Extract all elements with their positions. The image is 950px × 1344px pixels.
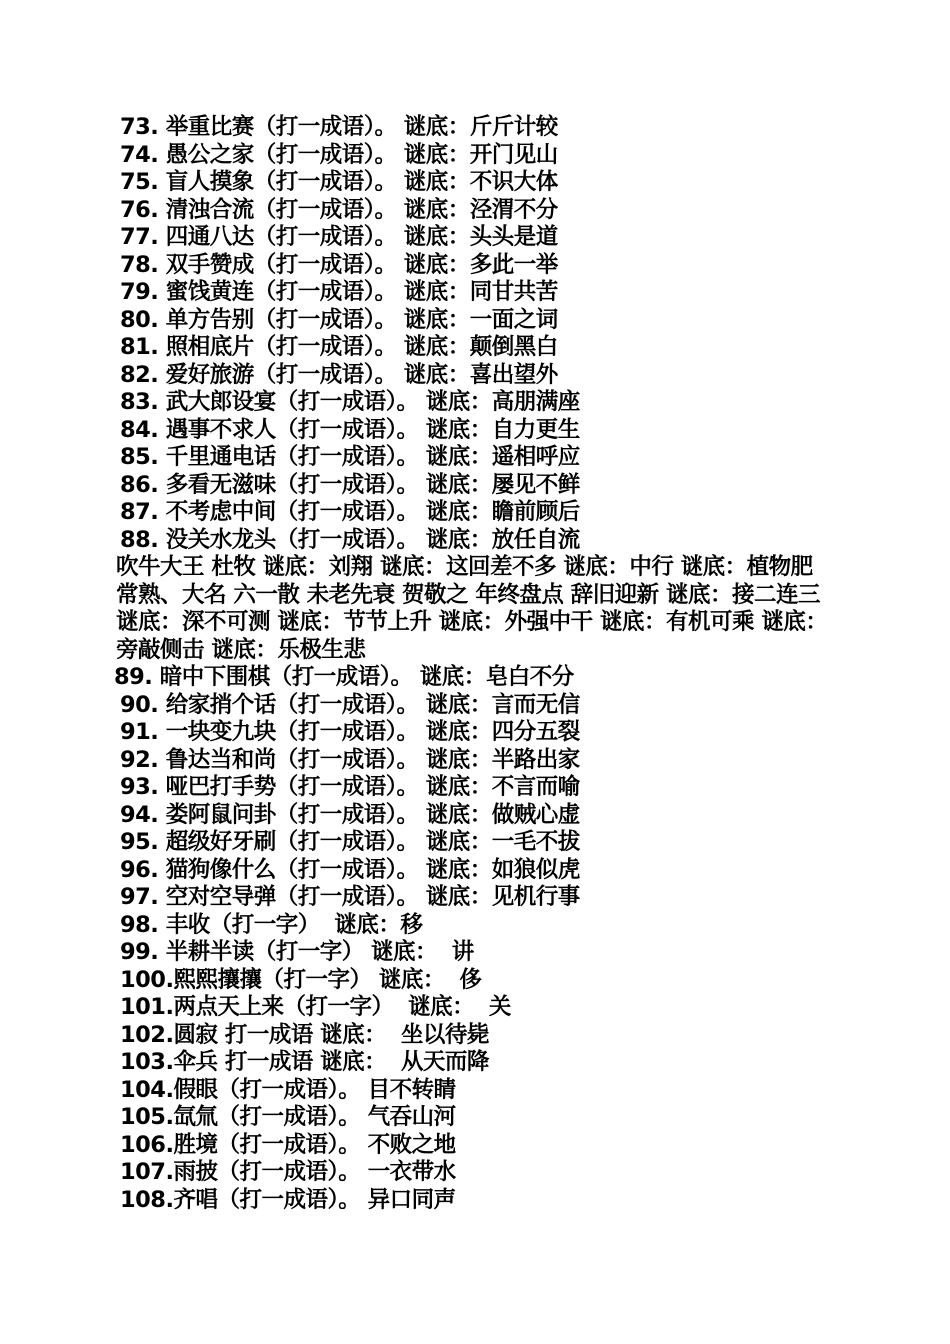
riddle-line: 86. 多看无滋味（打一成语）。 谜底：屡见不鲜 (120, 471, 580, 498)
riddle-line: 79. 蜜饯黄连（打一成语）。 谜底：同甘共苦 (120, 279, 558, 305)
riddle-line: 78. 双手赞成（打一成语）。 谜底：多此一举 (120, 251, 558, 278)
riddle-line: 85. 千里通电话（打一成语）。 谜底：遥相呼应 (120, 444, 580, 470)
riddle-line: 98. 丰收（打一字） 谜底：移 (120, 911, 423, 938)
riddle-line: 107.雨披（打一成语）。 一衣带水 (120, 1159, 456, 1185)
riddle-line: 97. 空对空导弹（打一成语）。 谜底：见机行事 (120, 884, 580, 910)
riddle-line: 82. 爱好旅游（打一成语）。 谜底：喜出望外 (120, 361, 558, 388)
riddle-line: 88. 没关水龙头（打一成语）。 谜底：放任自流 (120, 526, 580, 553)
riddle-line: 75. 盲人摸象（打一成语）。 谜底：不识大体 (120, 169, 558, 195)
riddle-line: 81. 照相底片（打一成语）。 谜底：颠倒黑白 (120, 334, 558, 360)
riddle-line: 100.熙熙攘攘（打一字） 谜底： 侈 (120, 966, 482, 993)
riddle-line: 76. 清浊合流（打一成语）。 谜底：泾渭不分 (120, 196, 558, 223)
riddle-line: 95. 超级好牙刷（打一成语）。 谜底：一毛不拔 (120, 829, 580, 855)
answer-paragraph: 吹牛大王 杜牧 谜底：刘翔 谜底：这回差不多 谜底：中行 谜底：植物肥 常熟、大名 六一散 未老先衰 贺敬之 年终盘点 辞旧迎新 谜底：接二连三 谜底：深不可测 谜底：节节上升 谜底：外强中干 谜底：有机可乘 谜底：旁敲侧击 谜底：乐极生悲 (116, 554, 828, 663)
riddle-line: 93. 哑巴打手势（打一成语）。 谜底：不言而喻 (120, 774, 580, 800)
riddle-line: 105.氙氚（打一成语）。 气吞山河 (120, 1104, 456, 1130)
riddle-line: 92. 鲁达当和尚（打一成语）。 谜底：半路出家 (120, 746, 580, 773)
riddle-line: 108.齐唱（打一成语）。 异口同声 (120, 1186, 456, 1213)
riddle-list-b (0, 664, 950, 1214)
riddle-line: 89. 暗中下围棋（打一成语）。 谜底：皂白不分 (114, 664, 574, 690)
riddle-line: 94. 娄阿鼠问卦（打一成语）。 谜底：做贼心虚 (120, 801, 580, 828)
riddle-line: 103.伞兵 打一成语 谜底： 从天而降 (120, 1049, 489, 1075)
riddle-line: 102.圆寂 打一成语 谜底： 坐以待毙 (120, 1021, 489, 1048)
riddle-line: 77. 四通八达（打一成语）。 谜底：头头是道 (120, 224, 558, 250)
document-page (0, 114, 950, 1214)
riddle-line: 106.胜境（打一成语）。 不败之地 (120, 1131, 456, 1158)
riddle-line: 90. 给家捎个话（打一成语）。 谜底：言而无信 (120, 691, 580, 718)
riddle-line: 101.两点天上来（打一字） 谜底： 关 (120, 994, 511, 1020)
riddle-line: 84. 遇事不求人（打一成语）。 谜底：自力更生 (120, 416, 580, 443)
riddle-line: 96. 猫狗像什么（打一成语）。 谜底：如狼似虎 (120, 856, 580, 883)
riddle-line: 83. 武大郎设宴（打一成语）。 谜底：高朋满座 (120, 389, 580, 415)
riddle-line: 91. 一块变九块（打一成语）。 谜底：四分五裂 (120, 719, 580, 745)
riddle-list-a (0, 114, 950, 554)
riddle-line: 74. 愚公之家（打一成语）。 谜底：开门见山 (120, 141, 558, 168)
riddle-line: 87. 不考虑中间（打一成语）。 谜底：瞻前顾后 (120, 499, 580, 525)
riddle-line: 99. 半耕半读（打一字） 谜底： 讲 (120, 939, 474, 965)
riddle-line: 73. 举重比赛（打一成语）。 谜底：斤斤计较 (120, 114, 558, 140)
riddle-line: 104.假眼（打一成语）。 目不转睛 (120, 1076, 456, 1103)
riddle-line: 80. 单方告别（打一成语）。 谜底：一面之词 (120, 306, 558, 333)
